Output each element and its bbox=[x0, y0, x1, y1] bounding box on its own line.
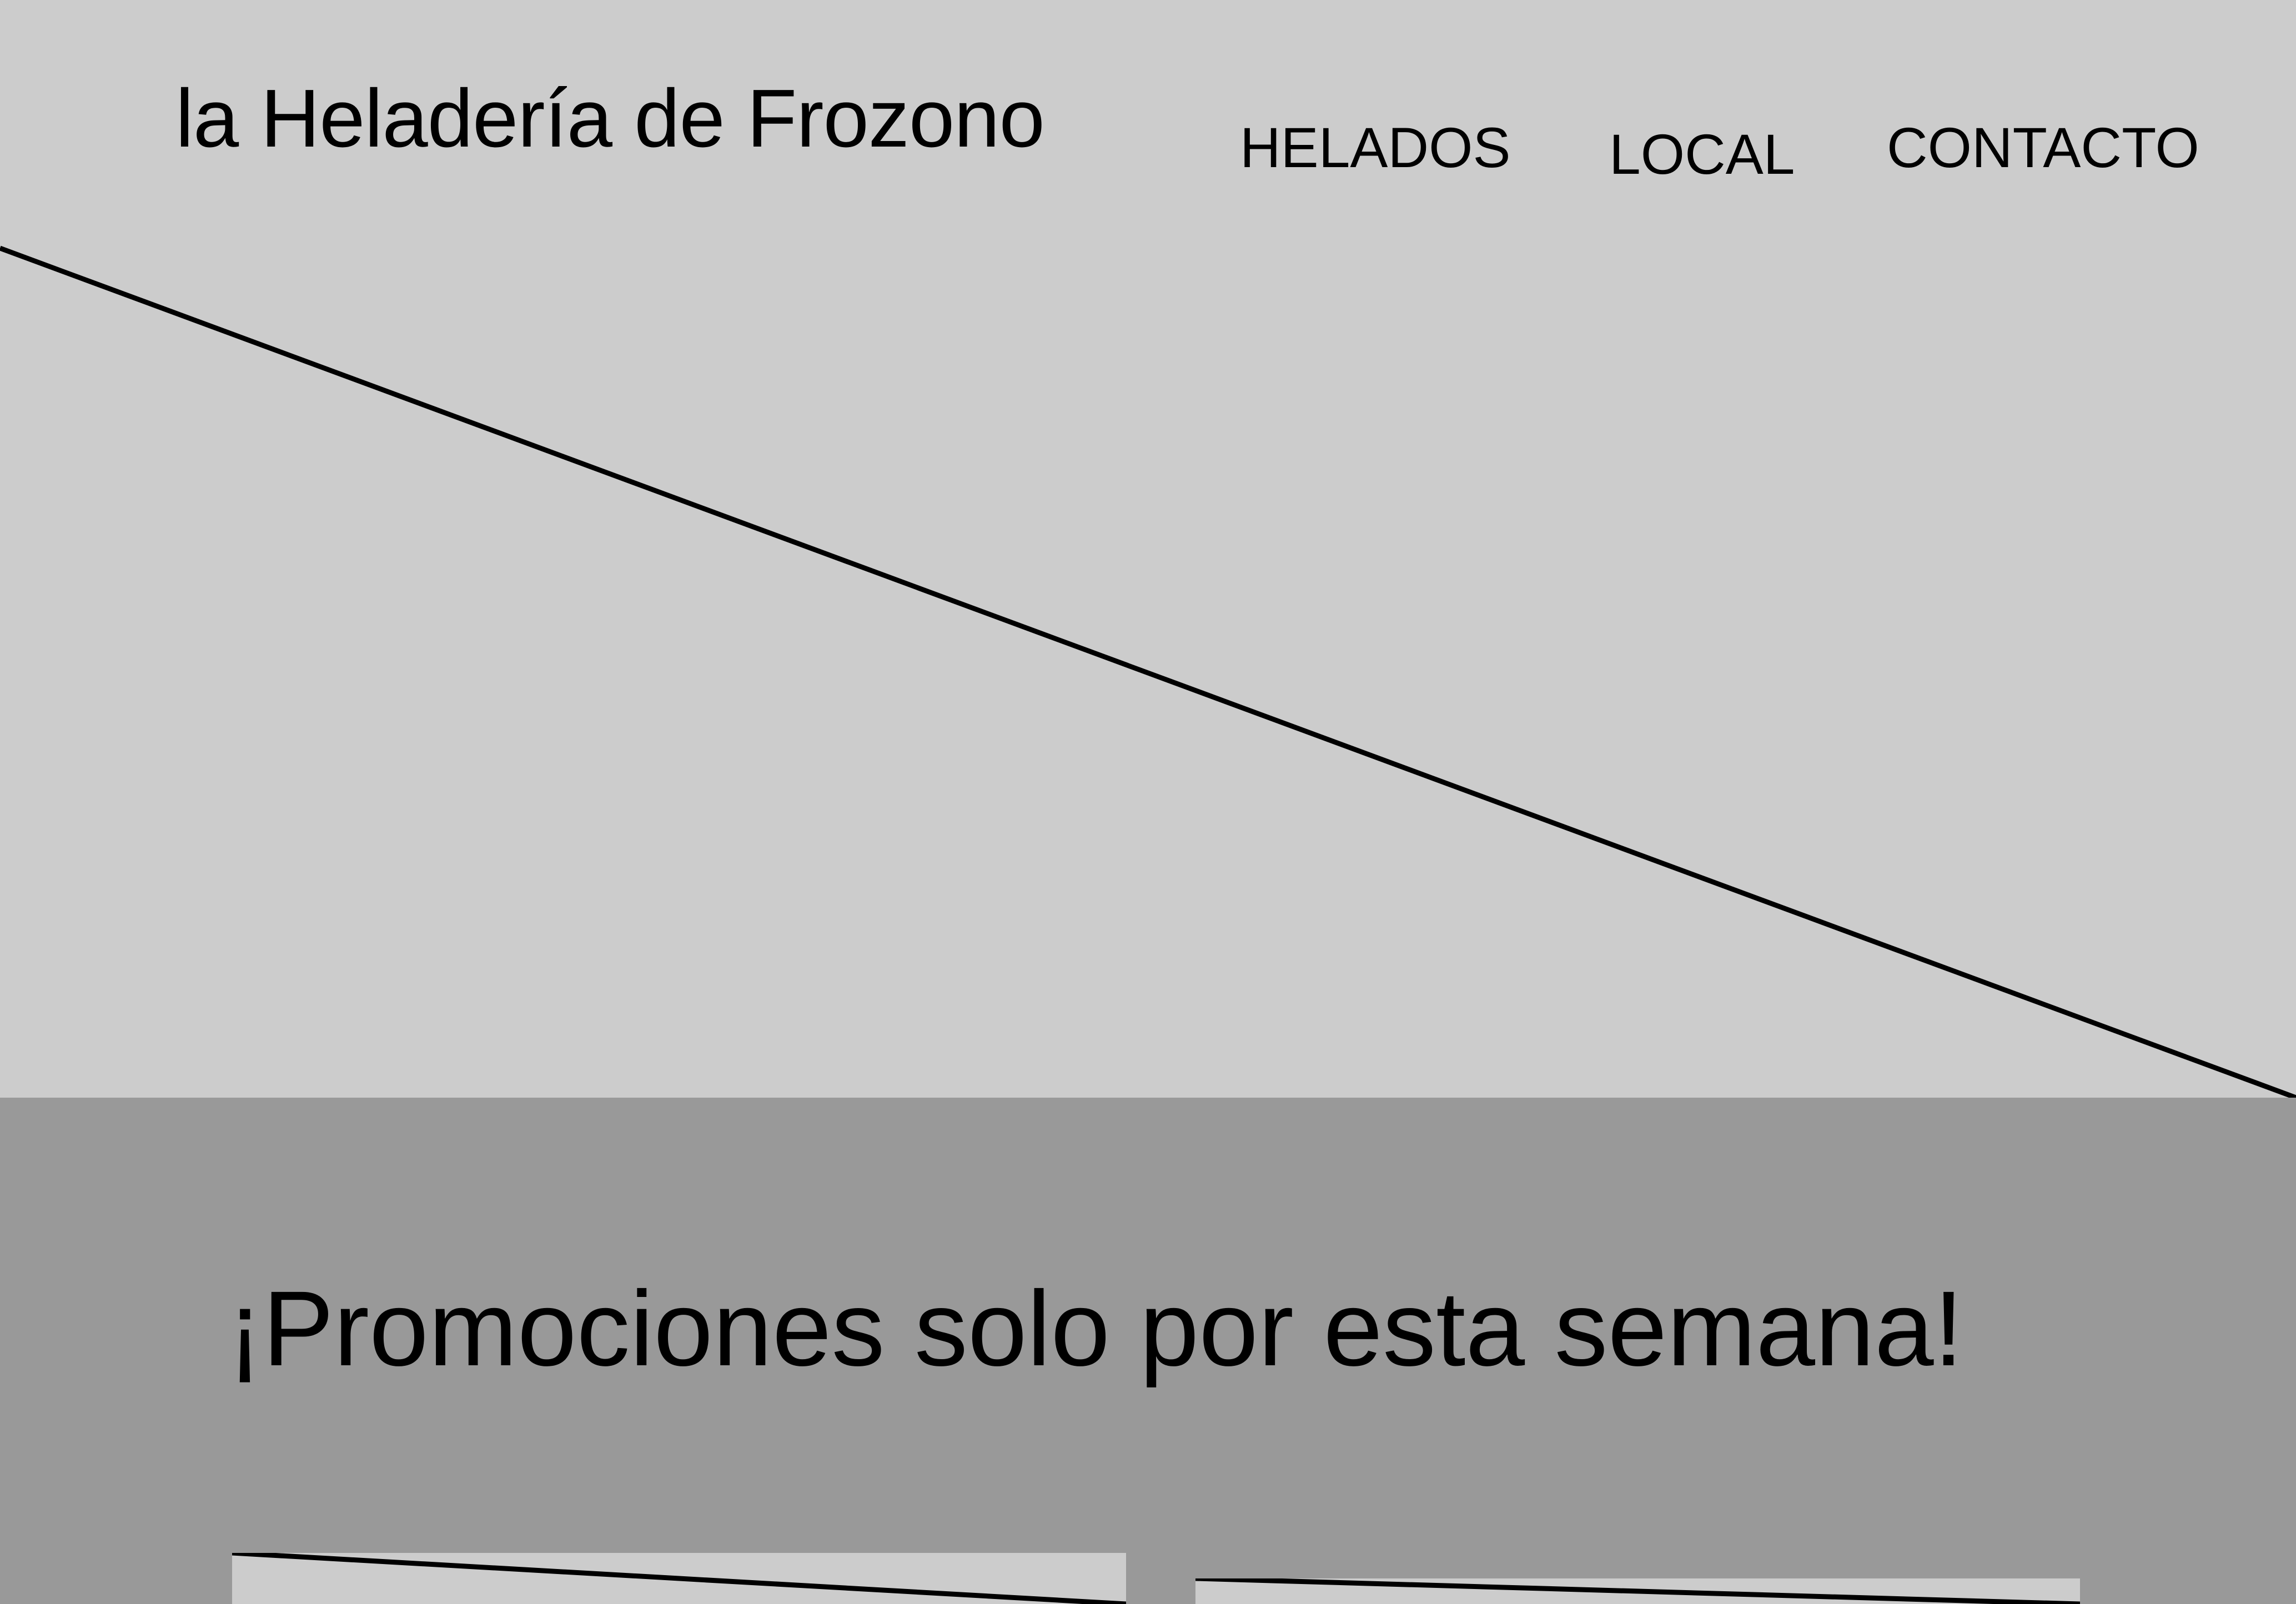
promo-card-2-diagonal bbox=[1195, 1578, 2080, 1604]
site-title[interactable]: la Heladería de Frozono bbox=[175, 73, 1044, 164]
hero-placeholder-diagonal bbox=[0, 248, 2296, 1098]
promo-card-1[interactable] bbox=[232, 1553, 1126, 1604]
promo-card-1-diagonal bbox=[232, 1553, 1126, 1604]
nav-link-contacto[interactable]: CONTACTO bbox=[1887, 116, 2199, 179]
promo-heading: ¡Promociones solo por esta semana! bbox=[227, 1269, 1963, 1388]
nav-link-local[interactable]: LOCAL bbox=[1609, 123, 1795, 186]
promo-card-2[interactable] bbox=[1195, 1578, 2080, 1604]
promo-card-2-image-placeholder-icon bbox=[1195, 1578, 2080, 1604]
nav-link-helados[interactable]: HELADOS bbox=[1240, 116, 1511, 179]
promo-section bbox=[0, 1098, 2296, 1604]
promo-card-1-image-placeholder-icon bbox=[232, 1553, 1126, 1604]
